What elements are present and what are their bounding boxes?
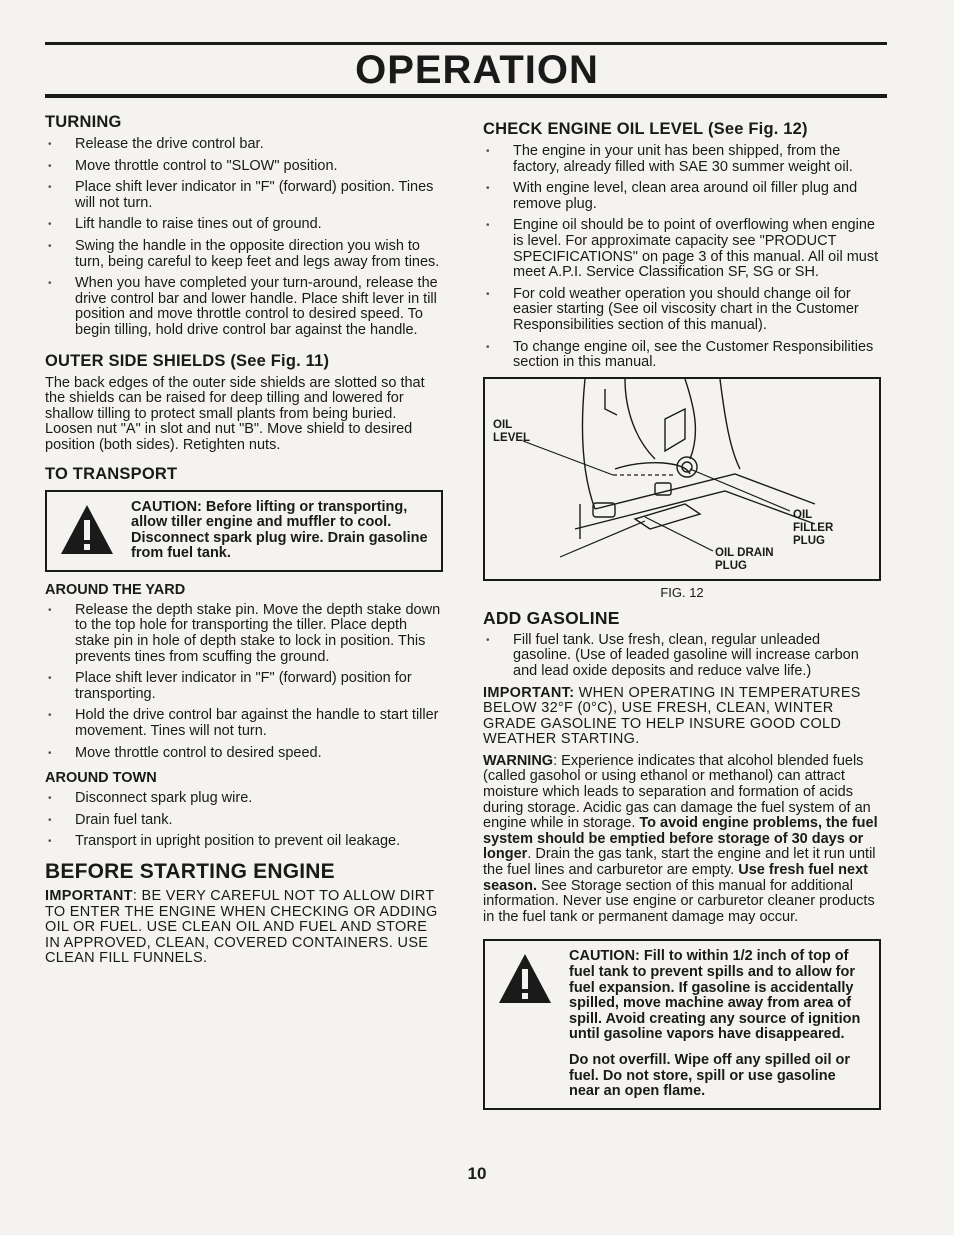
page-number: 10	[467, 1164, 487, 1183]
warning-triangle-icon	[497, 951, 553, 1007]
list-item: • When you have completed your turn-around, release the drive control bar and lower handle. Place shift lever in till position and move throttle control to desired speed. To begin tilling, hold drive control bar against the handle.	[45, 276, 443, 338]
label-line: OIL DRAIN	[715, 546, 774, 559]
list-item: • Place shift lever indicator in "F" (forward) position. Tines will not turn.	[45, 180, 443, 211]
outer-shields-heading: OUTER SIDE SHIELDS (See Fig. 11)	[45, 351, 330, 370]
list-item: • Place shift lever indicator in "F" (forward) position for transporting.	[45, 671, 443, 702]
list-item: • Transport in upright position to prevent oil leakage.	[45, 834, 443, 850]
oil-drain-plug-label	[715, 547, 774, 573]
before-starting-text	[45, 889, 443, 967]
list-item: • For cold weather operation you should change oil for easier starting (See oil viscosity chart in the Customer Responsibilities section of this manual).	[483, 287, 881, 334]
page-title: OPERATION	[355, 48, 599, 92]
list-item: • Hold the drive control bar against the handle to start tiller movement. Tines will not turn.	[45, 708, 443, 739]
important-text: : BE VERY CAREFUL NOT TO ALLOW DIRT TO ENTER THE ENGINE WHEN CHECKING OR ADDING OIL OR FUEL. USE CLEAN OIL AND FUEL AND STORE IN APPROVED, CLEAN, COVERED CONTAINERS. USE CLEAN FILL FUNNELS.	[45, 888, 438, 967]
add-gasoline-heading: ADD GASOLINE	[483, 607, 620, 628]
gasoline-warning-text	[483, 754, 881, 926]
transport-heading: TO TRANSPORT	[45, 464, 178, 483]
list-item: • With engine level, clean area around oil filler plug and remove plug.	[483, 181, 881, 212]
oil-filler-plug-label	[793, 509, 833, 548]
figure-12	[483, 377, 881, 581]
around-yard-list	[45, 603, 443, 761]
turning-list	[45, 137, 443, 339]
outer-shields-text: The back edges of the outer side shields are slotted so that the shields can be raised for deep tilling and lowered for shallow tilling to protect small plants from being buried. Loosen nut "A" in slot and nut "B". Move shield to desired position (both sides). Retighten nuts.	[45, 374, 425, 453]
list-item: • Release the depth stake pin. Move the depth stake down to the top hole for transporting the tiller. Place depth stake pin in hole of depth stake to lock in position. This prevents tines from scuffing the ground.	[45, 603, 443, 665]
oil-level-label	[493, 419, 530, 445]
transport-caution-text: CAUTION: Before lifting or transporting, allow tiller engine and muffler to cool. Disconnect spark plug wire. Drain gasoline from fuel tank.	[131, 498, 428, 562]
gasoline-caution-text: CAUTION: Fill to within 1/2 inch of top of fuel tank to prevent spills and to allow for fuel expansion. If gasoline is accidentally spilled, move machine away from area of spill. Avoid creating any source of ignition until gasoline vapors have disappeared.	[569, 948, 861, 1043]
gasoline-caution-text-2: Do not overfill. Wipe off any spilled oil or fuel. Do not store, spill or use gasoline near an open flame.	[569, 1051, 851, 1100]
important-label: IMPORTANT	[45, 888, 133, 904]
list-item: • Disconnect spark plug wire.	[45, 791, 443, 807]
warning-bold-part: To avoid engine problems, the fuel system should be emptied before storage of 30 days or longer	[483, 815, 878, 863]
around-town-list	[45, 791, 443, 850]
list-item: • Fill fuel tank. Use fresh, clean, regular unleaded gasoline. (Use of leaded gasoline will increase carbon and lead oxide deposits and reduce valve life.)	[483, 633, 881, 680]
top-rule	[45, 42, 887, 45]
list-item: • The engine in your unit has been shipped, from the factory, already filled with SAE 30 summer weight oil.	[483, 144, 881, 175]
list-item: • Swing the handle in the opposite direction you wish to turn, being careful to keep feet and legs away from tines.	[45, 239, 443, 270]
warning-triangle-icon	[59, 502, 115, 558]
warning-text-part: : Experience indicates that alcohol blended fuels (called gasohol or using ethanol or methanol) can attract moisture which leads to separation and formation of acids during storage. Acidic gas can damage the fuel system of an engine while in storage.	[483, 752, 871, 832]
gasoline-caution-box	[483, 939, 881, 1109]
label-line: PLUG	[715, 559, 747, 572]
gasoline-important-text	[483, 686, 881, 748]
list-item: • To change engine oil, see the Customer Responsibilities section in this manual.	[483, 340, 881, 371]
before-starting-heading: BEFORE STARTING ENGINE	[45, 860, 335, 883]
important-text: WHEN OPERATING IN TEMPERATURES BELOW 32°F (0°C), USE FRESH, CLEAN, WINTER GRADE GASOLINE TO HELP INSURE GOOD COLD WEATHER STARTING.	[483, 684, 861, 748]
around-town-heading: AROUND TOWN	[45, 770, 157, 787]
label-line: FILLER	[793, 521, 834, 534]
turning-heading: TURNING	[45, 113, 122, 131]
title-rule	[45, 94, 887, 98]
label-line: LEVEL	[493, 431, 531, 444]
label-line: OIL	[793, 508, 813, 521]
warning-text-part: . Drain the gas tank, start the engine and let it run until the fuel lines and carburetor are empty.	[483, 846, 876, 879]
transport-caution-box	[45, 490, 443, 572]
label-line: PLUG	[793, 534, 825, 547]
add-gasoline-list	[483, 633, 881, 680]
check-oil-list	[483, 144, 881, 371]
right-column	[483, 112, 881, 1120]
list-item: • Release the drive control bar.	[45, 137, 443, 153]
list-item: • Lift handle to raise tines out of ground.	[45, 217, 443, 233]
label-line: OIL	[493, 418, 513, 431]
list-item: • Engine oil should be to point of overflowing when engine is level. For approximate capacity see "PRODUCT SPECIFICATIONS" on page 3 of this manual. All oil must meet A.P.I. Service Classification SF, SG or SH.	[483, 218, 881, 280]
check-oil-heading: CHECK ENGINE OIL LEVEL (See Fig. 12)	[483, 120, 808, 138]
warning-bold-part: Use fresh fuel next season.	[483, 862, 868, 894]
list-item: • Drain fuel tank.	[45, 813, 443, 829]
important-label: IMPORTANT:	[483, 684, 575, 701]
warning-text-part: See Storage section of this manual for additional information. Never use engine or carburetor cleaner products in the fuel tank or permanent damage may occur.	[483, 877, 875, 925]
around-yard-heading: AROUND THE YARD	[45, 581, 186, 598]
left-column	[45, 112, 443, 973]
figure-caption: FIG. 12	[660, 584, 704, 600]
list-item: • Move throttle control to "SLOW" position.	[45, 159, 443, 175]
warning-label: WARNING	[483, 752, 554, 769]
list-item: • Move throttle control to desired speed.	[45, 746, 443, 762]
